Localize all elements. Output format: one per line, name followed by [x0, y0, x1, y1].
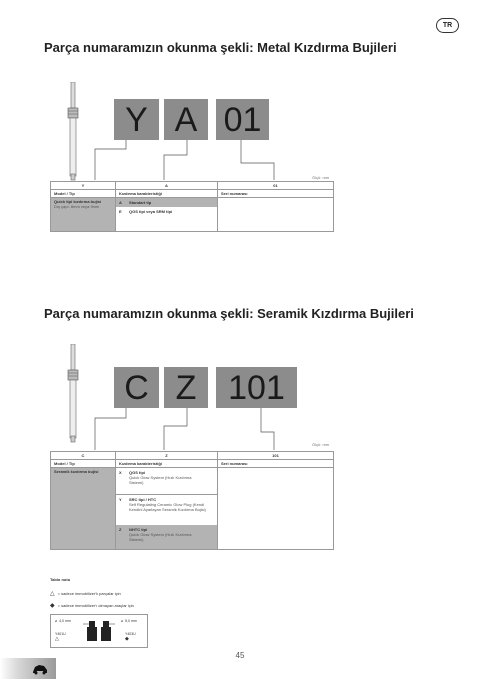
- ceramic-section-title: Parça numaramızın okunma şekli: Seramik Kızdırma Bujileri: [44, 306, 414, 321]
- code-box-model: C: [114, 367, 159, 408]
- table-code-cell: A: [116, 182, 218, 190]
- code-box-series: 01: [216, 99, 269, 140]
- diameter-icon: ⌀: [121, 619, 124, 623]
- table-header-cell: Kızdırma karakteristiği: [116, 190, 218, 198]
- metal-unit-note: Ölçü: mm: [312, 175, 330, 180]
- triangle-icon: △: [55, 636, 59, 642]
- characteristic-row: X QGS tipi Quick Glow System (Hızlı Kızdırma Sistemi): [119, 470, 192, 485]
- left-part-label: Y401U △: [55, 632, 66, 642]
- characteristic-row: E QGS tipi veya SRM tipi: [119, 209, 173, 214]
- table-notes: [50, 577, 134, 609]
- notes-title: Tablo notu: [50, 577, 71, 582]
- footer-tab: [0, 658, 56, 679]
- left-dimension: ⌀ 4,0 mm: [55, 619, 71, 623]
- connector-diagram: [50, 614, 148, 648]
- ceramic-code-table: [50, 451, 334, 550]
- metal-code-table: [50, 181, 334, 232]
- table-code-cell: 01: [218, 182, 334, 190]
- table-code-cell: C: [51, 452, 116, 460]
- triangle-icon: △: [50, 591, 55, 597]
- table-code-cell: Y: [51, 182, 116, 190]
- diameter-icon: ⌀: [55, 619, 58, 623]
- model-type-label: Quick tipi kızdırma bujisi: [54, 199, 102, 204]
- ceramic-glow-plug-illustration: [62, 344, 86, 444]
- code-box-series: 101: [216, 367, 297, 408]
- model-type-label: Seramik kızdırma bujisi: [54, 469, 99, 474]
- model-type-cell: [51, 468, 116, 550]
- characteristic-row: Z NHTC tipi Quick Glow System (Hızlı Kızdırma Sistemi): [116, 525, 217, 549]
- series-cell: [218, 468, 334, 550]
- characteristic-cell: [116, 198, 218, 232]
- table-header-cell: Model / Tip: [51, 460, 116, 468]
- code-box-model: Y: [114, 99, 159, 140]
- table-header-cell: Seri numarası: [218, 460, 334, 468]
- note-item: △ = sadece immobilizer'lı parçalar için: [50, 591, 121, 597]
- table-code-cell: 101: [218, 452, 334, 460]
- glow-plug-illustration: [62, 82, 86, 182]
- table-code-cell: Z: [116, 452, 218, 460]
- model-type-sub: Dış çapı: 8mm veya 9mm: [54, 204, 100, 209]
- characteristic-cell: [116, 468, 218, 550]
- characteristic-row: A Standart tip: [116, 198, 217, 207]
- code-box-characteristic: A: [164, 99, 208, 140]
- table-header-cell: Kızdırma karakteristiği: [116, 460, 218, 468]
- vehicle-icon: [32, 663, 48, 675]
- series-cell: [218, 198, 334, 232]
- right-part-label: Y403U ◆: [125, 632, 136, 642]
- diamond-icon: ◆: [50, 603, 55, 609]
- note-item: ◆ = sadece immobilizer'ı olmayan araçlar için: [50, 603, 134, 609]
- page-number: 45: [235, 651, 245, 660]
- right-dimension: ⌀ 5,0 mm: [121, 619, 137, 623]
- connector-illustration: [81, 617, 117, 645]
- code-box-characteristic: Z: [164, 367, 208, 408]
- diamond-icon: ◆: [125, 636, 129, 642]
- table-header-cell: Seri numarası: [218, 190, 334, 198]
- metal-section-title: Parça numaramızın okunma şekli: Metal Kızdırma Bujileri: [44, 40, 397, 55]
- model-type-cell: [51, 198, 116, 232]
- characteristic-row: Y SRC tipi / HTC Self Regulating Ceramic Glow Plug (Kendi Kendini Ayarlayan Seramik Kızdırma Bujisi): [116, 494, 217, 525]
- language-badge: TR: [436, 18, 459, 33]
- ceramic-unit-note: Ölçü: mm: [312, 442, 330, 447]
- table-header-cell: Model / Tip: [51, 190, 116, 198]
